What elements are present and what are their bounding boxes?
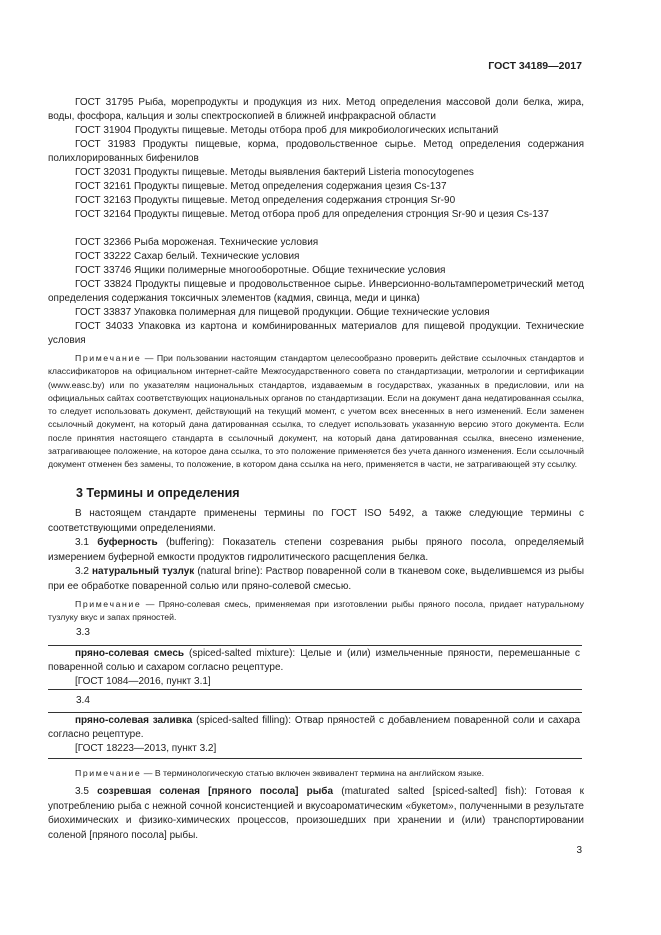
note-text: — Пряно-солевая смесь, применяемая при изготовлении рыбы пряного посола, придает натуральному тузлуку вкус и запах пряностей. xyxy=(48,599,584,623)
reference-item: ГОСТ 32031 Продукты пищевые. Методы выявления бактерий Listeria monocytogenes xyxy=(75,167,474,178)
term-box-3-4 xyxy=(48,712,582,759)
term-number: 3.3 xyxy=(76,627,90,638)
term-3-3 xyxy=(48,647,582,675)
term-number: 3.1 xyxy=(75,537,89,548)
term-box-3-3 xyxy=(48,645,582,690)
note-english xyxy=(48,767,584,780)
term-number: 3.2 xyxy=(75,566,89,577)
term-name: пряно-солевая смесь xyxy=(75,648,185,659)
term-english: (buffering): xyxy=(166,537,215,548)
term-3-2 xyxy=(48,565,584,594)
reference-item: ГОСТ 32164 Продукты пищевые. Метод отбора проб для определения стронция Sr-90 и цезия Cs-137 xyxy=(75,209,549,220)
document-code: ГОСТ 34189—2017 xyxy=(488,60,582,72)
term-english: (maturated salted [spiced-salted] fish): xyxy=(341,786,527,797)
term-source: [ГОСТ 18223—2013, пункт 3.2] xyxy=(75,743,217,754)
reference-item: ГОСТ 33746 Ящики полимерные многооборотные. Общие технические условия xyxy=(75,265,446,276)
note-label: Примечание xyxy=(75,353,142,363)
reference-item: ГОСТ 33222 Сахар белый. Технические условия xyxy=(75,251,300,262)
term-number: 3.4 xyxy=(76,695,90,706)
term-definition: Раствор поваренной соли в тканевом соке, выделившемся из рыбы при ее обработке поваренной солью или пряно-солевой смесью. xyxy=(48,566,585,592)
term-source: [ГОСТ 1084—2016, пункт 3.1] xyxy=(75,676,211,687)
note-label: Примечание xyxy=(75,768,142,778)
reference-item: ГОСТ 33837 Упаковка полимерная для пищевой продукции. Общие технические условия xyxy=(75,307,490,318)
term-english: (spiced-salted mixture): xyxy=(189,648,296,659)
section-intro: В настоящем стандарте применены термины по ГОСТ ISO 5492, а также следующие термины с соответствующими определениями. xyxy=(48,508,584,534)
term-3-5 xyxy=(48,785,584,843)
term-english: (spiced-salted filling): xyxy=(196,715,292,726)
term-definition: Готовая к употреблению рыба с нежной сочной консистенцией и вкусоароматическим «букетом», полученными в результате биохимических и физико-химических процессов, произошедших при хранении и (или) транспортировании соленой [пряного посола] рыбы. xyxy=(48,786,585,841)
term-english: (natural brine): xyxy=(197,566,263,577)
term-name: созревшая соленая [пряного посола] рыба xyxy=(97,786,334,797)
term-3-4 xyxy=(48,714,582,742)
reference-item: ГОСТ 32161 Продукты пищевые. Метод определения содержания цезия Cs-137 xyxy=(75,181,447,192)
term-name: буферность xyxy=(97,537,158,548)
reference-item: ГОСТ 31904 Продукты пищевые. Методы отбора проб для микробиологических испытаний xyxy=(75,125,499,136)
note-label: Примечание xyxy=(75,599,142,609)
reference-item: ГОСТ 31983 Продукты пищевые, корма, продовольственное сырье. Метод определения содержания полихлорированных бифенилов xyxy=(48,139,584,164)
term-definition: Целые и (или) измельченные пряности, перемешанные с поваренной солью и сахаром согласно рецептуре. xyxy=(48,648,581,673)
note-references xyxy=(48,352,584,472)
reference-item: ГОСТ 34033 Упаковка из картона и комбинированных материалов для пищевой продукции. Технические условия xyxy=(48,321,584,346)
term-3-1 xyxy=(48,536,584,565)
term-name: натуральный тузлук xyxy=(91,566,195,577)
page-number: 3 xyxy=(576,845,582,856)
term-definition: Отвар пряностей с добавлением поваренной соли и сахара согласно рецептуре. xyxy=(48,715,581,740)
term-name: пряно-солевая заливка xyxy=(75,715,193,726)
note-text: — В терминологическую статью включен эквивалент термина на английском языке. xyxy=(143,768,485,778)
reference-item: ГОСТ 32366 Рыба мороженая. Технические условия xyxy=(75,237,319,248)
reference-item: ГОСТ 33824 Продукты пищевые и продовольственное сырье. Инверсионно-вольтамперометрический метод определения содержания токсичных элементов (кадмия, свинца, меди и цинка) xyxy=(48,279,584,304)
note-brine xyxy=(48,598,584,625)
term-number: 3.5 xyxy=(75,786,89,797)
note-text: — При пользовании настоящим стандартом целесообразно проверить действие ссылочных стандартов и классификаторов на официальном интернет-сайте Межгосударственного совета по стандартизации, метрологии и сертификации (www.easc.by) или по указателям национальных стандартов, издаваемым в государствах, указанных в предисловии, или на официальных сайтах соответствующих национальных органов по стандартизации. Если на документ дана недатированная ссылка, то следует использовать документ, действующий на текущий момент, с учетом всех внесенных в него изменений. Если заменен ссылочный документ, на который дана датированная ссылка, то следует использовать указанную версию этого документа. Если после принятия настоящего стандарта в ссылочный документ, на который дана датированная ссылка, внесено изменение, затрагивающее положение, на которое дана ссылка, то это положение применяется без учета данного изменения. Если ссылочный документ отменен без замены, то положение, в котором дана ссылка на него, применяется в части, не затрагивающей эту ссылку. xyxy=(48,353,585,470)
section-title: 3 Термины и определения xyxy=(76,486,240,500)
reference-item: ГОСТ 32163 Продукты пищевые. Метод определения содержания стронция Sr-90 xyxy=(75,195,456,206)
reference-item: ГОСТ 31795 Рыба, морепродукты и продукция из них. Метод определения массовой доли белка, жира, воды, фосфора, кальция и золы спектроскопией в ближней инфракрасной области xyxy=(48,97,584,122)
term-definition: Показатель степени созревания рыбы пряного посола, определяемый измерением буферной емкости продуктов гидролитического расщепления белка. xyxy=(48,537,584,563)
